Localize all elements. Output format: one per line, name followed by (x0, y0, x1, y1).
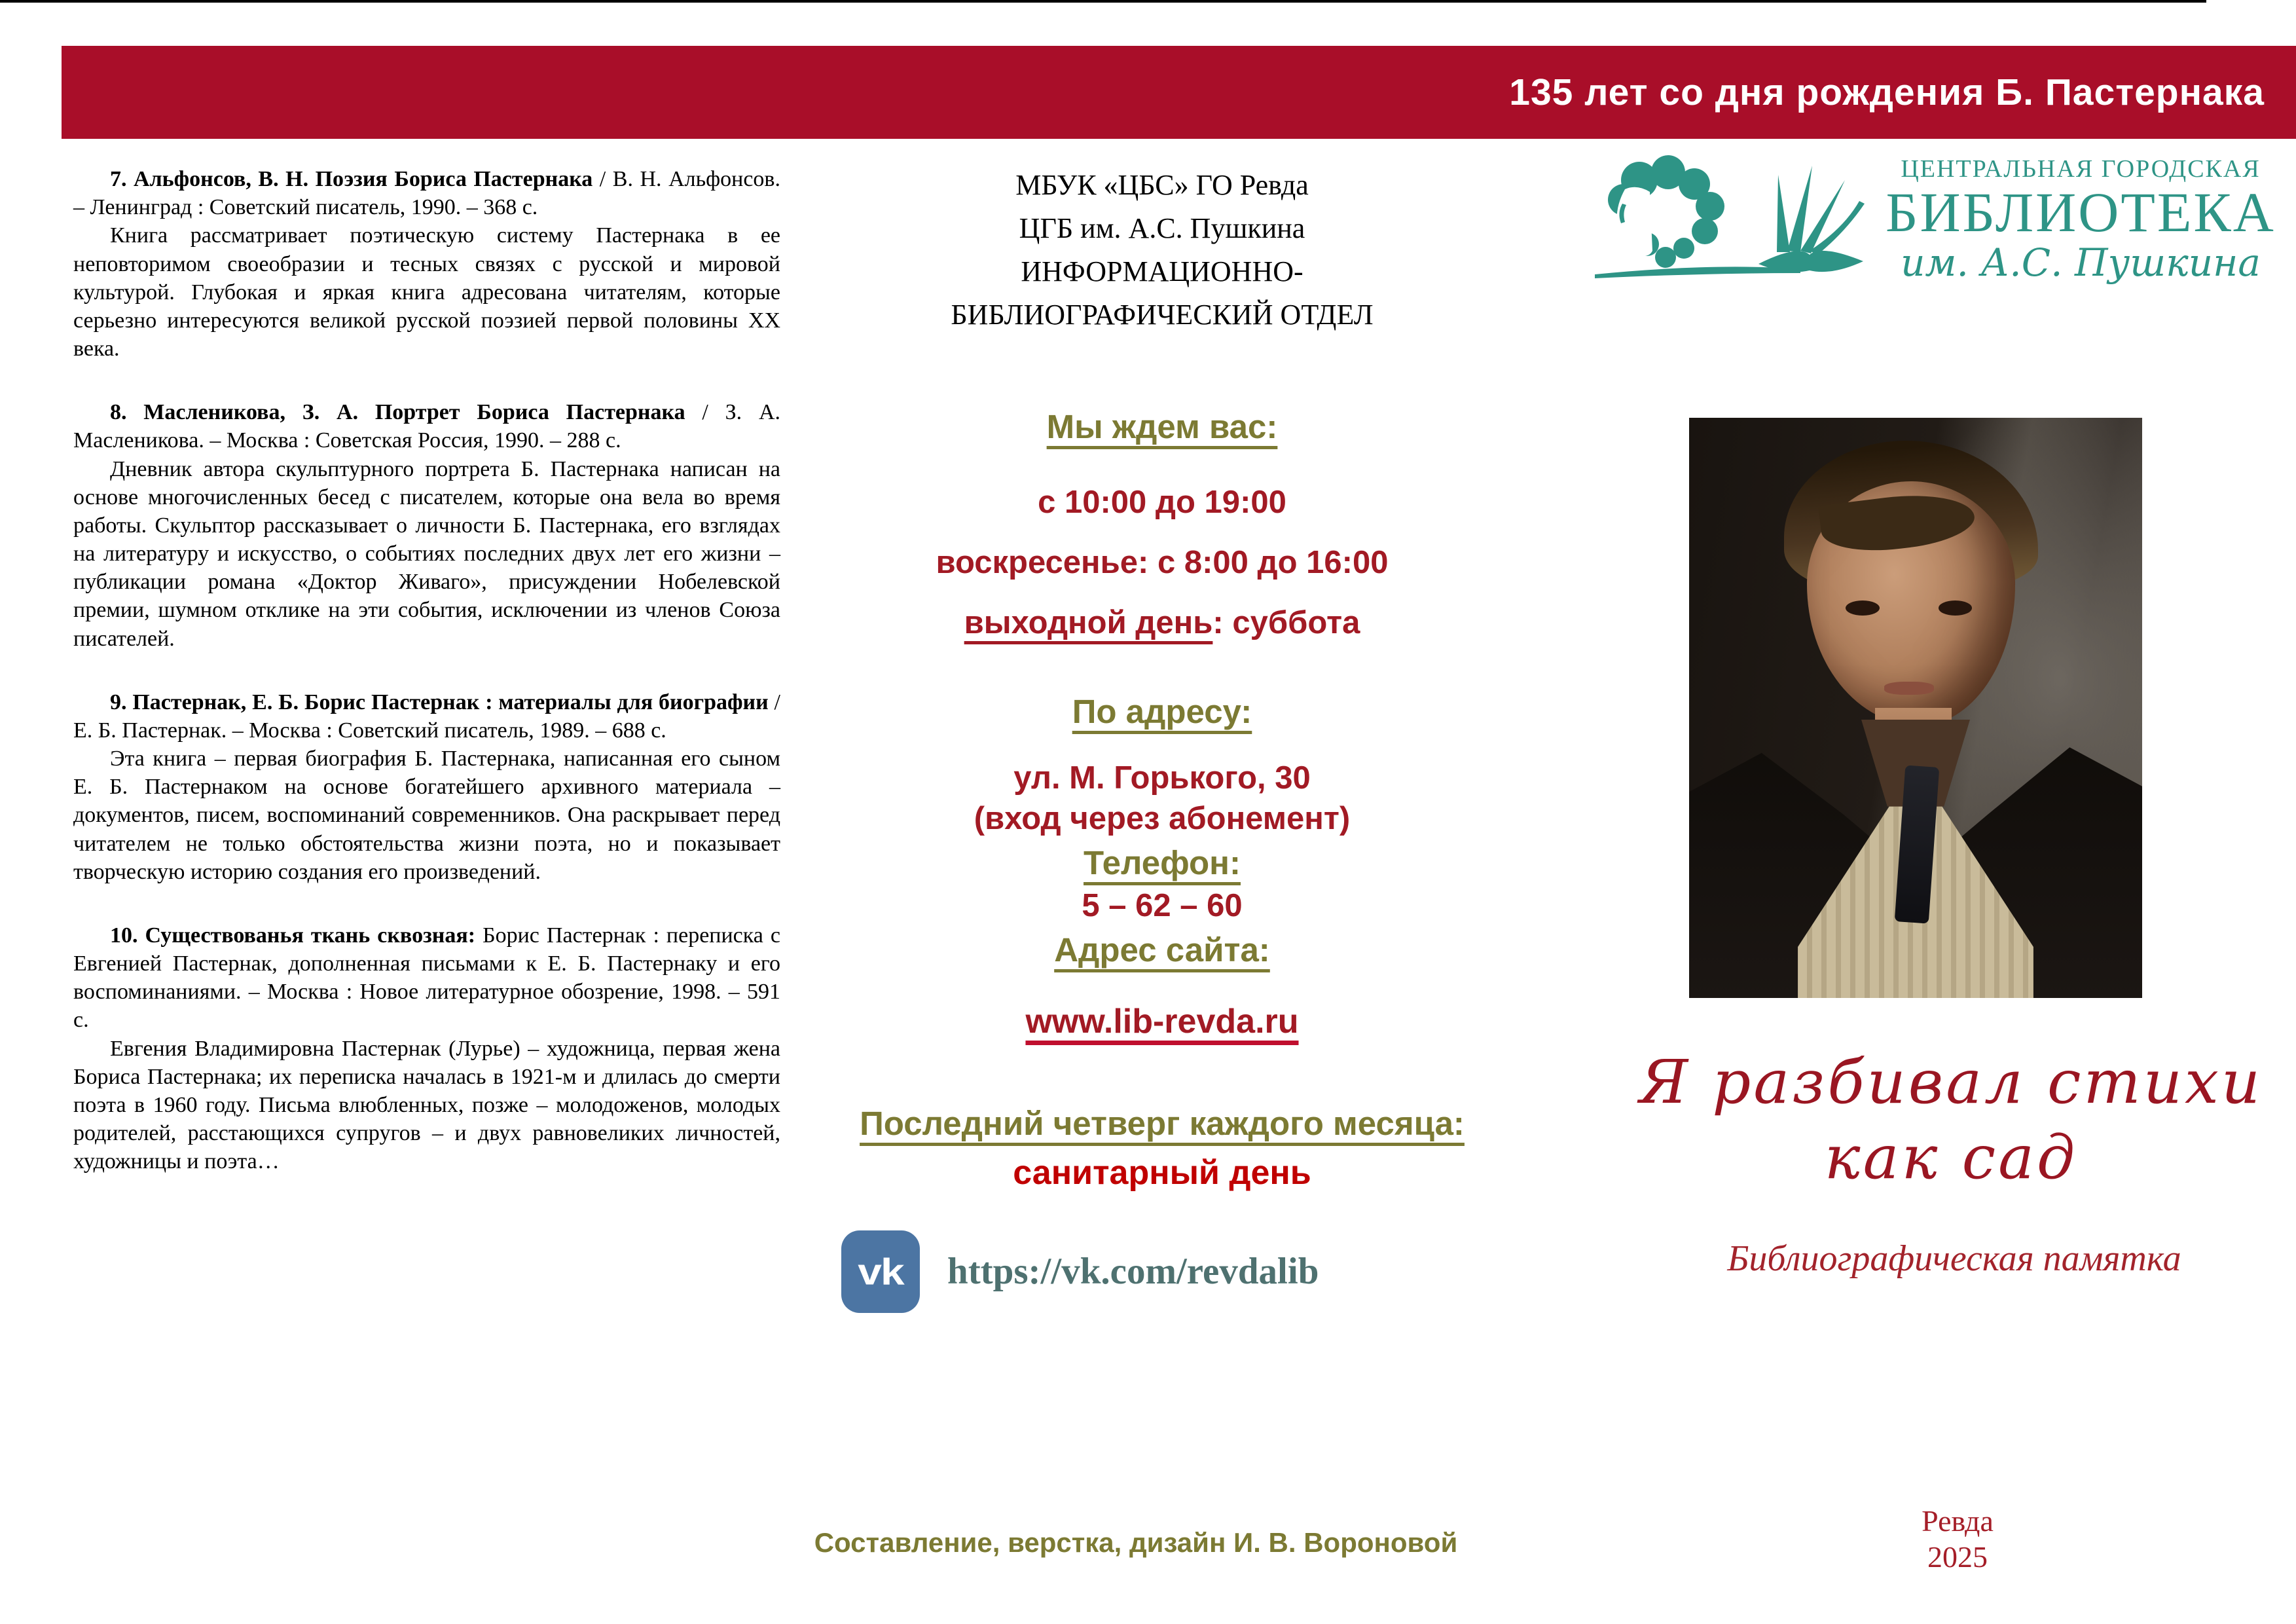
page-top-rule (0, 0, 2206, 3)
logo-text (1871, 156, 2290, 284)
pasternak-portrait (1689, 418, 2142, 998)
vk-row (841, 1230, 1483, 1313)
bibliography-entry (73, 398, 780, 653)
entry-citation (73, 165, 780, 221)
organization-block (841, 164, 1483, 337)
phone-number: 5 – 62 – 60 (1082, 888, 1243, 923)
site-link[interactable]: www.lib-revda.ru (1025, 1003, 1299, 1041)
address-note: (вход через абонемент) (974, 801, 1351, 836)
logo-line-3: им. А.С. Пушкина (1901, 240, 2261, 285)
anniversary-banner (62, 46, 2296, 139)
address-street: ул. М. Горького, 30 (1013, 760, 1311, 796)
imprint (1853, 1503, 2062, 1575)
brochure-title-line-2: как сад (1824, 1122, 2078, 1192)
closed-day (841, 604, 1483, 641)
bibliography-entry (73, 921, 780, 1176)
org-line: МБУК «ЦБС» ГО Ревда (1015, 169, 1309, 201)
bibliography-column (73, 165, 780, 1211)
portrait-eye (1846, 600, 1880, 616)
vk-link[interactable]: https://vk.com/revdalib (947, 1251, 1319, 1293)
hours-sunday: воскресенье: с 8:00 до 16:00 (936, 545, 1389, 580)
entry-imprint: / З. А. Масленикова. – Москва : Советская Россия, 1990. – 288 с. (73, 400, 780, 453)
sanitary-day: санитарный день (1013, 1153, 1311, 1192)
bibliography-entry (73, 688, 780, 886)
address-heading: По адресу: (1072, 693, 1252, 730)
entry-imprint: / В. Н. Альфонсов. – Ленинград : Советский писатель, 1990. – 368 с. (73, 167, 780, 220)
logo-line-1: ЦЕНТРАЛЬНАЯ ГОРОДСКАЯ (1901, 155, 2261, 183)
logo-line-2: БИБЛИОТЕКА (1886, 181, 2276, 244)
library-info-column (841, 164, 1483, 1313)
closed-day-value: : суббота (1212, 605, 1360, 640)
entry-annotation: Дневник автора скульптурного портрета Б. Пастернака написан на основе многочисленных бесед с писателем, которые она вела во время работы. Скульптор рассказывает о личности Б. Пастернака, его взглядах на литературу и искусство, о событиях последних двух лет его жизни – публикации романа «Доктор Живаго», присуждении Нобелевской премии, шумном отклике на эти события, исключении из членов Союза писателей. (73, 456, 780, 651)
portrait-mouth (1884, 682, 1934, 694)
entry-imprint: / Е. Б. Пастернак. – Москва : Советский писатель, 1989. – 688 с. (73, 690, 780, 743)
vk-icon[interactable]: vk (841, 1230, 920, 1313)
entry-citation (73, 921, 780, 1035)
visit-heading: Мы ждем вас: (1046, 408, 1278, 445)
library-logo (1584, 149, 2291, 290)
credit-line: Составление, верстка, дизайн И. В. Вороновой (814, 1527, 1458, 1558)
org-line: БИБЛИОГРАФИЧЕСКИЙ ОТДЕЛ (951, 299, 1374, 331)
site-link-wrap (841, 1002, 1483, 1041)
entry-citation (73, 398, 780, 454)
bibliography-entry (73, 165, 780, 363)
entry-annotation: Эта книга – первая биография Б. Пастернака, написанная его сыном Е. Б. Пастернаком на основе богатейшего архивного материала – документов, писем, воспоминаний современников. Она раскрывает перед читателем не только обстоятельства жизни поэта, но и показывает творческую историю создания его произведений. (73, 747, 780, 884)
phone-heading: Телефон: (1084, 844, 1241, 881)
sanitary-heading: Последний четверг каждого месяца: (860, 1105, 1465, 1142)
brochure-title-line-1: Я разбивал стихи (1639, 1047, 2263, 1117)
entry-annotation: Евгения Владимировна Пастернак (Лурье) – художница, первая жена Бориса Пастернака; их переписка началась в 1921-м и длилась до смерти поэта в 1960 году. Письма влюбленных, позже – молодоженов, молодых родителей, расстающихся супругов – и двух равновеликих личностей, художницы и поэта… (73, 1036, 780, 1174)
pushkin-book-logo-icon (1584, 153, 1866, 287)
imprint-place: Ревда (1922, 1504, 1994, 1538)
entry-author-title: 8. Масленикова, З. А. Портрет Бориса Пастернака (110, 400, 685, 425)
brochure-subtitle: Библиографическая памятка (1727, 1238, 2181, 1279)
org-line: ЦГБ им. А.С. Пушкина (1019, 212, 1305, 244)
entry-author-title: 7. Альфонсов, В. Н. Поэзия Бориса Пастернака (110, 167, 593, 191)
hours-weekdays: с 10:00 до 19:00 (1038, 485, 1286, 520)
entry-author-title: 9. Пастернак, Е. Б. Борис Пастернак : материалы для биографии (110, 690, 769, 714)
entry-annotation: Книга рассматривает поэтическую систему Пастернака в ее неповторимом своеобразии и тесных связях с русской и мировой культурой. Глубокая и яркая книга адресована читателям, которые серьезно интересуются великой русской поэзией первой половины XX века. (73, 223, 780, 361)
imprint-year: 2025 (1927, 1540, 1988, 1574)
closed-day-label: выходной день (964, 605, 1213, 640)
entry-imprint: Борис Пастернак : переписка с Евгенией Пастернак, дополненная письмами к Е. Б. Пастернаку и его воспоминаниями. – Москва : Новое литературное обозрение, 1998. – 591 с. (73, 923, 780, 1033)
site-heading: Адрес сайта: (1054, 931, 1270, 969)
entry-citation (73, 688, 780, 745)
entry-author-title: 10. Существованья ткань сквозная: (110, 923, 476, 948)
vk-link-wrap (947, 1250, 1319, 1293)
org-line: ИНФОРМАЦИОННО- (1021, 255, 1303, 287)
banner-title: 135 лет со дня рождения Б. Пастернака (1509, 71, 2265, 113)
brochure-title (1624, 1044, 2278, 1195)
